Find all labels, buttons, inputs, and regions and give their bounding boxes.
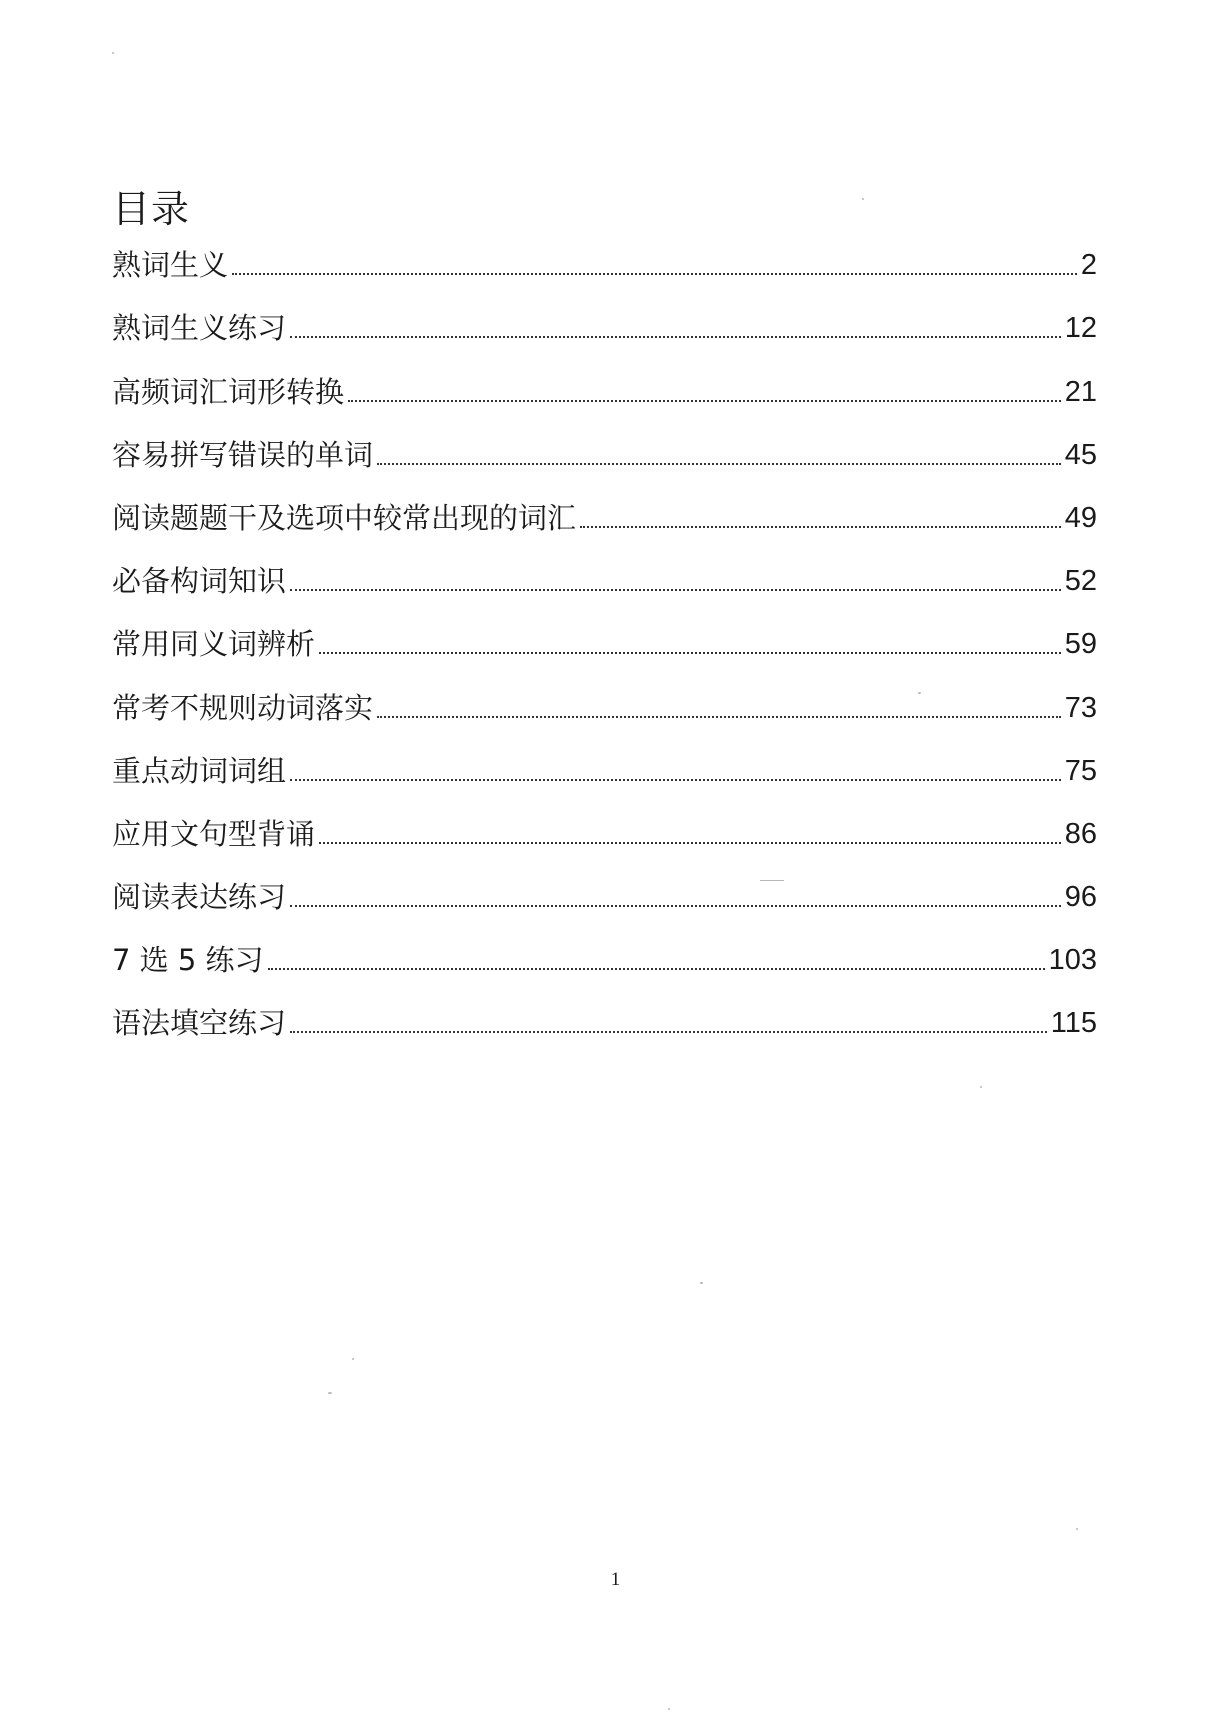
dot-leader <box>290 589 1061 591</box>
toc-entry-title: 容易拼写错误的单词 <box>112 437 374 472</box>
toc-entry[interactable] <box>112 285 1097 348</box>
toc-heading: 目录 <box>112 187 191 232</box>
toc-entry-title: 熟词生义练习 <box>112 311 287 346</box>
toc-entry-title: 常用同义词辨析 <box>112 627 316 662</box>
toc-entry[interactable] <box>112 412 1097 475</box>
scan-speck <box>328 1392 332 1394</box>
dot-leader <box>319 652 1061 654</box>
dot-leader <box>290 905 1061 907</box>
dot-leader <box>290 336 1061 338</box>
scan-speck <box>668 1708 670 1710</box>
toc-entry-title: 阅读表达练习 <box>112 880 287 915</box>
toc-entry-page: 103 <box>1048 944 1097 977</box>
toc-entry-page: 52 <box>1064 565 1097 598</box>
toc-entry-page: 86 <box>1064 817 1097 850</box>
toc-entry-title: 7 选 5 练习 <box>112 943 264 978</box>
scan-speck <box>700 1282 703 1284</box>
toc-entry[interactable] <box>112 728 1097 791</box>
toc-entry[interactable] <box>112 538 1097 601</box>
dot-leader <box>268 968 1045 970</box>
toc-entry-page: 75 <box>1064 754 1097 787</box>
dot-leader <box>319 842 1061 844</box>
scan-speck <box>352 1358 354 1360</box>
toc-entry-page: 12 <box>1064 312 1097 345</box>
dot-leader <box>290 779 1061 781</box>
toc-entry-title: 语法填空练习 <box>112 1006 287 1041</box>
toc-entry-title: 应用文句型背诵 <box>112 816 316 851</box>
toc-entry-page: 96 <box>1064 881 1097 914</box>
scan-speck <box>980 1086 982 1088</box>
toc-entry[interactable] <box>112 475 1097 538</box>
toc-entry-title: 高频词汇词形转换 <box>112 374 345 409</box>
dot-leader <box>290 1031 1047 1033</box>
toc-entry-page: 2 <box>1080 249 1097 282</box>
scan-speck <box>918 692 921 694</box>
toc-entry[interactable] <box>112 222 1097 285</box>
dot-leader <box>232 273 1077 275</box>
toc-entry-title: 熟词生义 <box>112 248 229 283</box>
toc-entry[interactable] <box>112 348 1097 411</box>
scan-speck <box>1076 1528 1078 1530</box>
toc-entry-page: 115 <box>1050 1007 1097 1040</box>
footer-page-number: 1 <box>610 1569 621 1590</box>
toc-entry-title: 必备构词知识 <box>112 564 287 599</box>
dot-leader <box>377 463 1061 465</box>
toc-entry-page: 45 <box>1064 438 1097 471</box>
toc-entry-title: 常考不规则动词落实 <box>112 690 374 725</box>
toc-entry-page: 21 <box>1064 375 1097 408</box>
toc-list <box>112 222 1097 1043</box>
scan-speck <box>112 52 114 54</box>
dot-leader <box>348 400 1061 402</box>
scan-speck <box>862 198 864 200</box>
dot-leader <box>580 526 1061 528</box>
toc-entry[interactable] <box>112 917 1097 980</box>
toc-entry[interactable] <box>112 854 1097 917</box>
toc-entry-page: 59 <box>1064 628 1097 661</box>
toc-entry[interactable] <box>112 664 1097 727</box>
toc-entry[interactable] <box>112 980 1097 1043</box>
toc-entry[interactable] <box>112 791 1097 854</box>
toc-entry-page: 73 <box>1064 691 1097 724</box>
toc-entry-title: 阅读题题干及选项中较常出现的词汇 <box>112 500 577 535</box>
toc-entry[interactable] <box>112 601 1097 664</box>
dot-leader <box>377 716 1061 718</box>
scan-speck <box>760 880 784 881</box>
toc-entry-title: 重点动词词组 <box>112 753 287 788</box>
toc-entry-page: 49 <box>1064 501 1097 534</box>
